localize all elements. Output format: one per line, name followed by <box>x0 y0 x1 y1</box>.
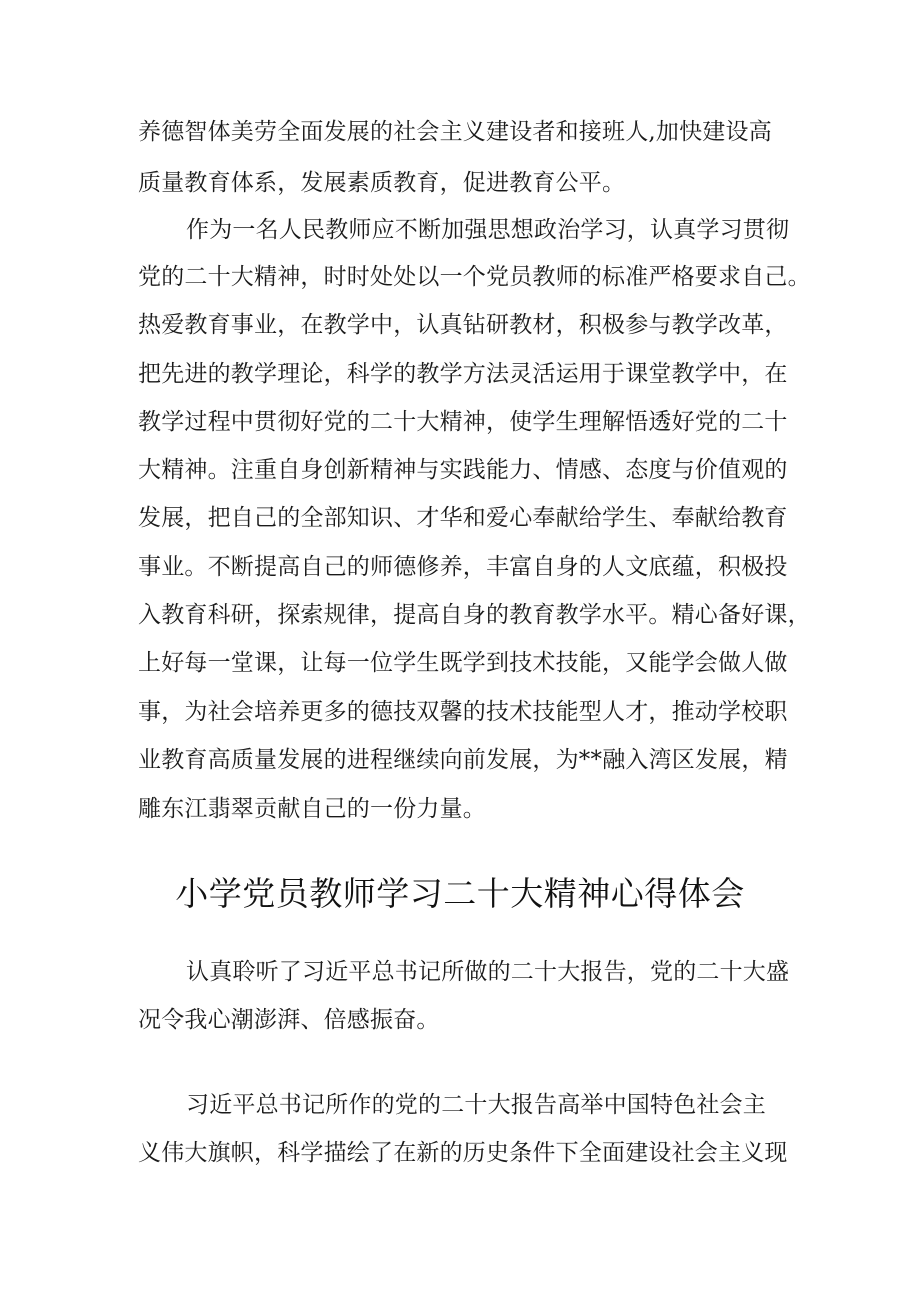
paragraph-line: 教学过程中贯彻好党的二十大精神，使学生理解悟透好党的二十 <box>138 409 788 435</box>
paragraph-line: 习近平总书记所作的党的二十大报告高举中国特色社会主 <box>186 1092 766 1118</box>
paragraph-line: 养德智体美劳全面发展的社会主义建设者和接班人,加快建设高 <box>138 119 772 145</box>
paragraph-line: 况令我心潮澎湃、倍感振奋。 <box>138 1007 440 1033</box>
paragraph-line: 质量教育体系，发展素质教育，促进教育公平。 <box>138 170 626 196</box>
paragraph-line: 作为一名人民教师应不断加强思想政治学习，认真学习贯彻 <box>186 217 790 243</box>
paragraph-line: 热爱教育事业，在教学中，认真钻研教材，积极参与教学改革， <box>138 312 788 338</box>
paragraph-line: 事，为社会培养更多的德技双馨的技术技能型人才，推动学校职 <box>138 699 788 725</box>
paragraph-line: 认真聆听了习近平总书记所做的二十大报告，党的二十大盛 <box>186 959 790 985</box>
paragraph-line: 上好每一堂课，让每一位学生既学到技术技能，又能学会做人做 <box>138 650 788 676</box>
paragraph-line: 雕东江翡翠贡献自己的一份力量。 <box>138 796 486 822</box>
paragraph-line: 入教育科研，探索规律，提高自身的教育教学水平。精心备好课， <box>138 602 811 628</box>
article-title: 小学党员教师学习二十大精神心得体会 <box>175 874 745 913</box>
paragraph-line: 义伟大旗帜，科学描绘了在新的历史条件下全面建设社会主义现 <box>138 1140 788 1166</box>
paragraph-line: 把先进的教学理论，科学的教学方法灵活运用于课堂教学中，在 <box>138 361 788 387</box>
paragraph-line: 大精神。注重自身创新精神与实践能力、情感、态度与价值观的 <box>138 457 788 483</box>
paragraph-line: 党的二十大精神，时时处处以一个党员教师的标准严格要求自己。 <box>138 264 811 290</box>
paragraph-line: 事业。不断提高自己的师德修养，丰富自身的人文底蕴，积极投 <box>138 554 788 580</box>
paragraph-line: 发展，把自己的全部知识、才华和爱心奉献给学生、奉献给教育 <box>138 505 788 531</box>
paragraph-line: 业教育高质量发展的进程继续向前发展，为**融入湾区发展，精 <box>138 747 788 773</box>
